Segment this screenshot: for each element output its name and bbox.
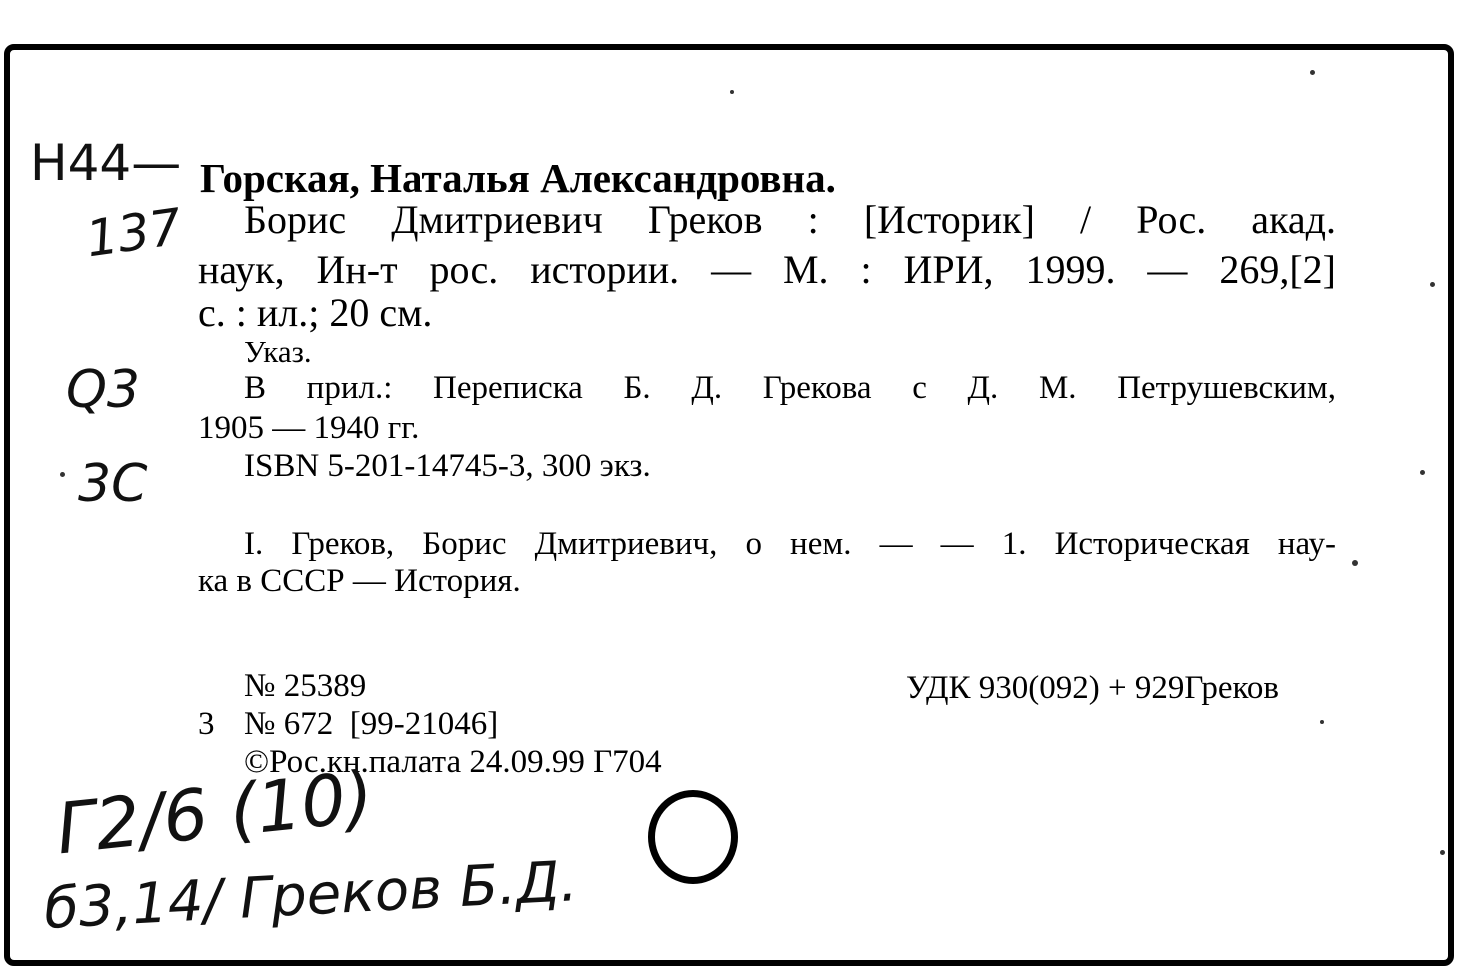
scan-speck (1440, 850, 1445, 855)
scan-speck (1430, 282, 1435, 287)
scan-speck (1320, 720, 1324, 724)
author-heading: Горская, Наталья Александровна. (200, 155, 836, 201)
udk-classification: УДК 930(092) + 929Греков (906, 670, 1279, 706)
call-number-line-2: 137 (82, 197, 186, 269)
circle-stamp-mark (648, 790, 738, 884)
subjects-line-1: I. Греков, Борис Дмитриевич, о нем. — — 1. Историческая нау- (244, 526, 1336, 562)
title-line-1: Борис Дмитриевич Греков : [Историк] / Рос. акад. (244, 197, 1336, 242)
note-index: Указ. (244, 334, 312, 369)
copyright-line: ©Рос.кн.палата 24.09.99 Г704 (244, 744, 662, 780)
record-number: № 25389 (244, 668, 367, 704)
scan-speck (1352, 560, 1358, 566)
handwritten-shelf-mark: Г2/6 (10) (52, 755, 378, 871)
scan-speck (60, 472, 65, 477)
scan-speck (1420, 470, 1425, 475)
handwritten-classification: б3,14/ Греков Б.Д. (42, 849, 580, 942)
scan-speck (1310, 70, 1315, 75)
isbn: ISBN 5-201-14745-3, 300 экз. (244, 448, 651, 484)
call-number-line-1: Н44— (30, 134, 182, 192)
card-count-prefix: 3 (198, 706, 215, 742)
title-line-3: с. : ил.; 20 см. (198, 290, 433, 335)
note-appendix-line-1: В прил.: Переписка Б. Д. Грекова с Д. М. Петрушевским, (244, 370, 1336, 406)
subjects-line-2: ка в СССР — История. (198, 563, 521, 599)
handwritten-mark-3c: 3C (78, 454, 148, 514)
order-number: № 672 [99-21046] (244, 706, 499, 742)
title-line-2: наук, Ин-т рос. истории. — М. : ИРИ, 1999. — 269,[2] (198, 247, 1336, 292)
scan-speck (730, 90, 734, 94)
note-appendix-line-2: 1905 — 1940 гг. (198, 410, 420, 446)
handwritten-mark-q3: Q3 (66, 360, 141, 420)
